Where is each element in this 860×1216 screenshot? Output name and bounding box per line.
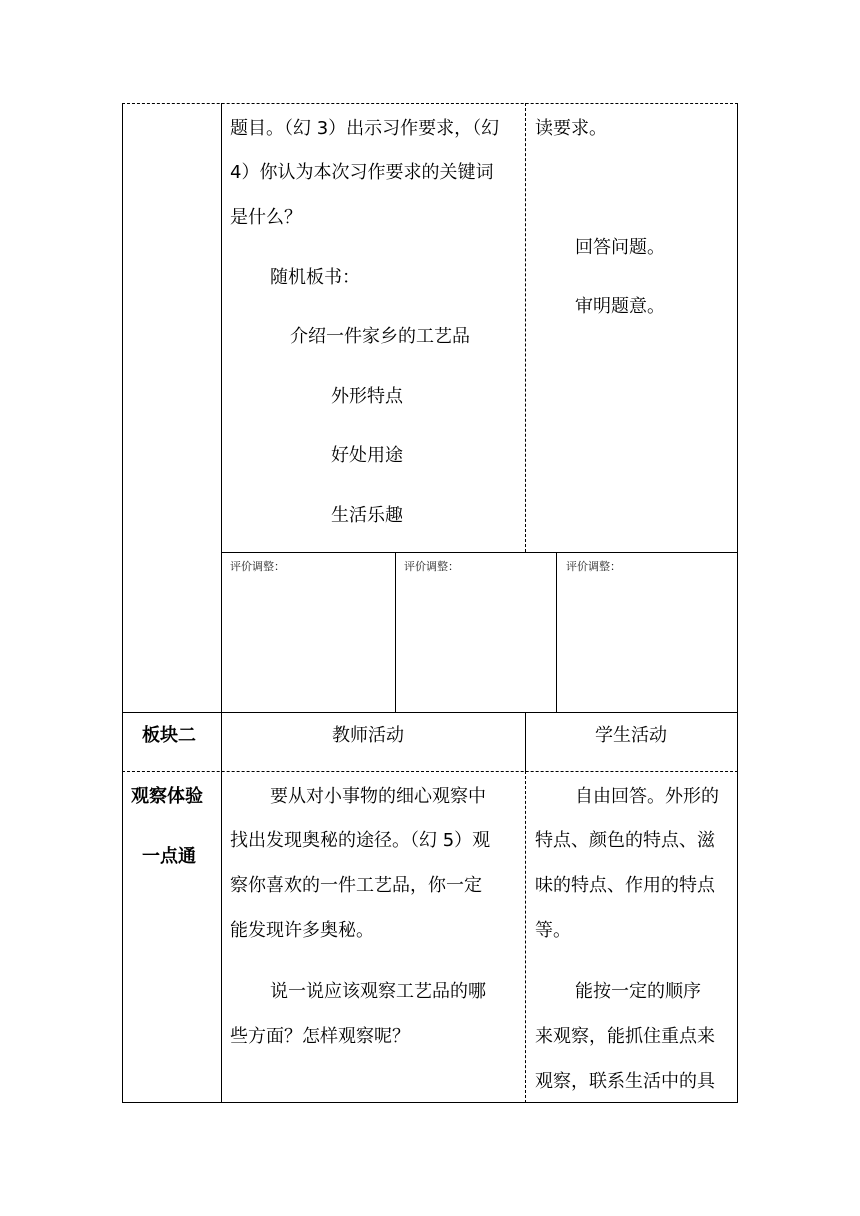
column-divider-2-header xyxy=(525,712,526,772)
row-divider-header xyxy=(122,712,738,713)
teacher-text-line: 找出发现奥秘的途径。（幻 5）观 xyxy=(230,830,491,851)
board-note-title: 介绍一件家乡的工艺品 xyxy=(290,326,470,347)
column-divider-2-upper xyxy=(525,103,526,552)
board-note-item: 外形特点 xyxy=(331,386,403,407)
teacher-text-line: 能发现许多奥秘。 xyxy=(230,920,374,941)
board-note-item: 好处用途 xyxy=(331,445,403,466)
teacher-text-line: 4）你认为本次习作要求的关键词 xyxy=(230,162,494,183)
student-text-line: 等。 xyxy=(535,920,571,941)
table-bottom-border xyxy=(122,1102,738,1103)
teacher-text-line: 察你喜欢的一件工艺品，你一定 xyxy=(230,875,482,896)
teacher-text-line: 是什么？ xyxy=(230,207,302,228)
row-divider-evaluation xyxy=(221,552,738,553)
column-divider-1 xyxy=(221,103,222,1103)
student-text-line: 自由回答。外形的 xyxy=(575,786,719,807)
teacher-text-line: 题目。（幻 3）出示习作要求，（幻 xyxy=(230,118,500,139)
teacher-text-line: 要从对小事物的细心观察中 xyxy=(270,786,486,807)
section2-title-line: 观察体验 xyxy=(131,786,203,807)
section-label: 板块二 xyxy=(142,725,196,746)
student-text-line: 来观察，能抓住重点来 xyxy=(535,1026,715,1047)
student-text-line: 回答问题。 xyxy=(575,237,665,258)
student-text-line: 能按一定的顺序 xyxy=(575,981,701,1002)
teacher-text-line: 说一说应该观察工艺品的哪 xyxy=(270,981,486,1002)
eval-divider-1 xyxy=(395,552,396,712)
teacher-activity-header: 教师活动 xyxy=(332,725,404,746)
table-right-border xyxy=(737,103,738,1103)
board-note-item: 生活乐趣 xyxy=(331,505,403,526)
board-note-label: 随机板书： xyxy=(270,267,360,288)
eval-divider-2 xyxy=(556,552,557,712)
section2-title-line: 一点通 xyxy=(142,846,196,867)
evaluation-label: 评价调整： xyxy=(566,560,621,573)
evaluation-label: 评价调整： xyxy=(230,560,285,573)
table-left-border xyxy=(122,103,123,1103)
table-top-border xyxy=(122,103,738,104)
column-divider-2-lower xyxy=(525,771,526,1103)
student-activity-header: 学生活动 xyxy=(595,725,667,746)
student-text-line: 味的特点、作用的特点 xyxy=(535,875,715,896)
evaluation-label: 评价调整： xyxy=(404,560,459,573)
student-text-line: 特点、颜色的特点、滋 xyxy=(535,830,715,851)
student-text-line: 观察，联系生活中的具 xyxy=(535,1071,715,1092)
student-text-line: 审明题意。 xyxy=(575,296,665,317)
student-text-line: 读要求。 xyxy=(535,118,607,139)
teacher-text-line: 些方面？怎样观察呢？ xyxy=(230,1026,410,1047)
row-divider-section2 xyxy=(122,771,738,772)
